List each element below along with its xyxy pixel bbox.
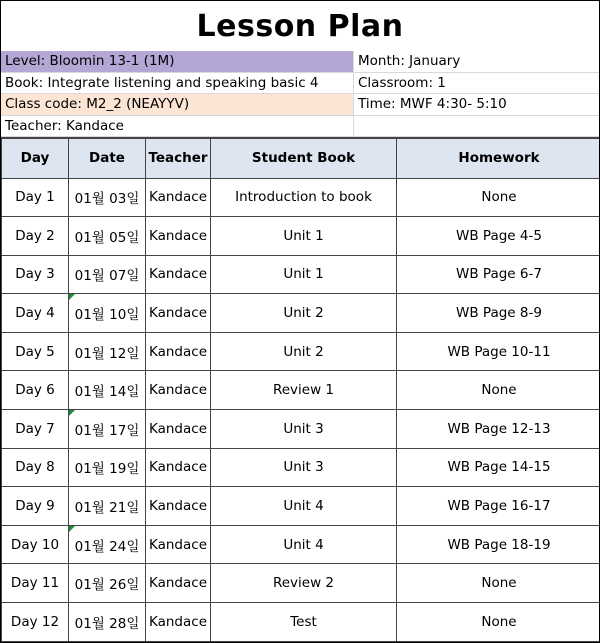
info-row-4: [1, 116, 600, 138]
date-cell[interactable]: 01월 14일: [69, 371, 146, 410]
day-cell[interactable]: Day 8: [2, 448, 69, 487]
month-cell[interactable]: Month: January: [358, 53, 461, 69]
table-row: [2, 448, 600, 487]
student-book-cell[interactable]: Unit 1: [211, 217, 397, 256]
homework-cell[interactable]: WB Page 12-13: [397, 410, 600, 449]
table-row: [2, 294, 600, 333]
teacher-cell[interactable]: Kandace: [146, 294, 211, 333]
student-book-cell[interactable]: Unit 4: [211, 487, 397, 526]
homework-cell[interactable]: WB Page 18-19: [397, 525, 600, 564]
teacher-cell[interactable]: Kandace: [146, 255, 211, 294]
homework-cell[interactable]: WB Page 4-5: [397, 217, 600, 256]
header-teacher[interactable]: Teacher: [146, 138, 211, 178]
date-cell[interactable]: 01월 03일: [69, 178, 146, 217]
homework-cell[interactable]: None: [397, 564, 600, 603]
date-cell[interactable]: 01월 28일: [69, 603, 146, 642]
date-cell[interactable]: 01월 17일: [69, 410, 146, 449]
day-cell[interactable]: Day 5: [2, 332, 69, 371]
teacher-cell[interactable]: Kandace: [146, 603, 211, 642]
header-day[interactable]: Day: [2, 138, 69, 178]
table-row: [2, 603, 600, 642]
table-row: [2, 178, 600, 217]
day-cell[interactable]: Day 11: [2, 564, 69, 603]
day-cell[interactable]: Day 4: [2, 294, 69, 333]
student-book-cell[interactable]: Unit 3: [211, 410, 397, 449]
header-homework[interactable]: Homework: [397, 138, 600, 178]
classroom-cell[interactable]: Classroom: 1: [358, 74, 446, 91]
day-cell[interactable]: Day 1: [2, 178, 69, 217]
student-book-cell[interactable]: Unit 1: [211, 255, 397, 294]
teacher-cell[interactable]: Kandace: [146, 217, 211, 256]
date-cell[interactable]: 01월 21일: [69, 487, 146, 526]
student-book-cell[interactable]: Unit 3: [211, 448, 397, 487]
table-header-row: [2, 138, 600, 178]
date-cell[interactable]: 01월 26일: [69, 564, 146, 603]
teacher-cell[interactable]: Kandace: [146, 564, 211, 603]
homework-cell[interactable]: WB Page 14-15: [397, 448, 600, 487]
title-row: [1, 1, 599, 51]
time-cell[interactable]: Time: MWF 4:30- 5:10: [358, 96, 507, 112]
table-row: [2, 255, 600, 294]
date-cell[interactable]: 01월 10일: [69, 294, 146, 333]
teacher-cell[interactable]: Kandace: [146, 332, 211, 371]
teacher-cell[interactable]: Teacher: Kandace: [1, 116, 354, 137]
student-book-cell[interactable]: Unit 2: [211, 294, 397, 333]
empty-cell[interactable]: [354, 116, 600, 137]
date-cell[interactable]: 01월 12일: [69, 332, 146, 371]
day-cell[interactable]: Day 7: [2, 410, 69, 449]
day-cell[interactable]: Day 10: [2, 525, 69, 564]
info-row-1: [1, 51, 600, 73]
info-block: [1, 51, 600, 137]
table-row: [2, 371, 600, 410]
teacher-cell[interactable]: Kandace: [146, 487, 211, 526]
date-cell[interactable]: 01월 05일: [69, 217, 146, 256]
lesson-table: [1, 137, 600, 642]
book-cell[interactable]: Book: Integrate listening and speaking basic 4: [1, 73, 354, 94]
date-cell[interactable]: 01월 24일: [69, 525, 146, 564]
header-date[interactable]: Date: [69, 138, 146, 178]
cell-note-marker[interactable]: [69, 526, 75, 532]
teacher-cell[interactable]: Kandace: [146, 178, 211, 217]
day-cell[interactable]: Day 3: [2, 255, 69, 294]
student-book-cell[interactable]: Review 2: [211, 564, 397, 603]
table-row: [2, 487, 600, 526]
homework-cell[interactable]: None: [397, 178, 600, 217]
student-book-cell[interactable]: Review 1: [211, 371, 397, 410]
student-book-cell[interactable]: Unit 2: [211, 332, 397, 371]
table-row: [2, 217, 600, 256]
homework-cell[interactable]: None: [397, 371, 600, 410]
student-book-cell[interactable]: Test: [211, 603, 397, 642]
class-code-cell[interactable]: Class code: M2_2 (NEAYYV): [1, 94, 354, 115]
homework-cell[interactable]: None: [397, 603, 600, 642]
teacher-cell[interactable]: Kandace: [146, 525, 211, 564]
info-row-3: [1, 94, 600, 116]
teacher-cell[interactable]: Kandace: [146, 410, 211, 449]
table-row: [2, 410, 600, 449]
header-student-book[interactable]: Student Book: [211, 138, 397, 178]
teacher-cell[interactable]: Kandace: [146, 448, 211, 487]
table-row: [2, 564, 600, 603]
student-book-cell[interactable]: Unit 4: [211, 525, 397, 564]
table-row: [2, 525, 600, 564]
day-cell[interactable]: Day 6: [2, 371, 69, 410]
teacher-cell[interactable]: Kandace: [146, 371, 211, 410]
homework-cell[interactable]: WB Page 16-17: [397, 487, 600, 526]
date-cell[interactable]: 01월 07일: [69, 255, 146, 294]
date-cell[interactable]: 01월 19일: [69, 448, 146, 487]
table-row: [2, 332, 600, 371]
cell-note-marker[interactable]: [69, 294, 75, 300]
day-cell[interactable]: Day 9: [2, 487, 69, 526]
homework-cell[interactable]: WB Page 6-7: [397, 255, 600, 294]
cell-note-marker[interactable]: [69, 410, 75, 416]
info-row-2: [1, 73, 600, 95]
student-book-cell[interactable]: Introduction to book: [211, 178, 397, 217]
day-cell[interactable]: Day 12: [2, 603, 69, 642]
page-title[interactable]: Lesson Plan: [196, 8, 404, 44]
homework-cell[interactable]: WB Page 8-9: [397, 294, 600, 333]
day-cell[interactable]: Day 2: [2, 217, 69, 256]
homework-cell[interactable]: WB Page 10-11: [397, 332, 600, 371]
level-cell[interactable]: Level: Bloomin 13-1 (1M): [1, 51, 354, 72]
